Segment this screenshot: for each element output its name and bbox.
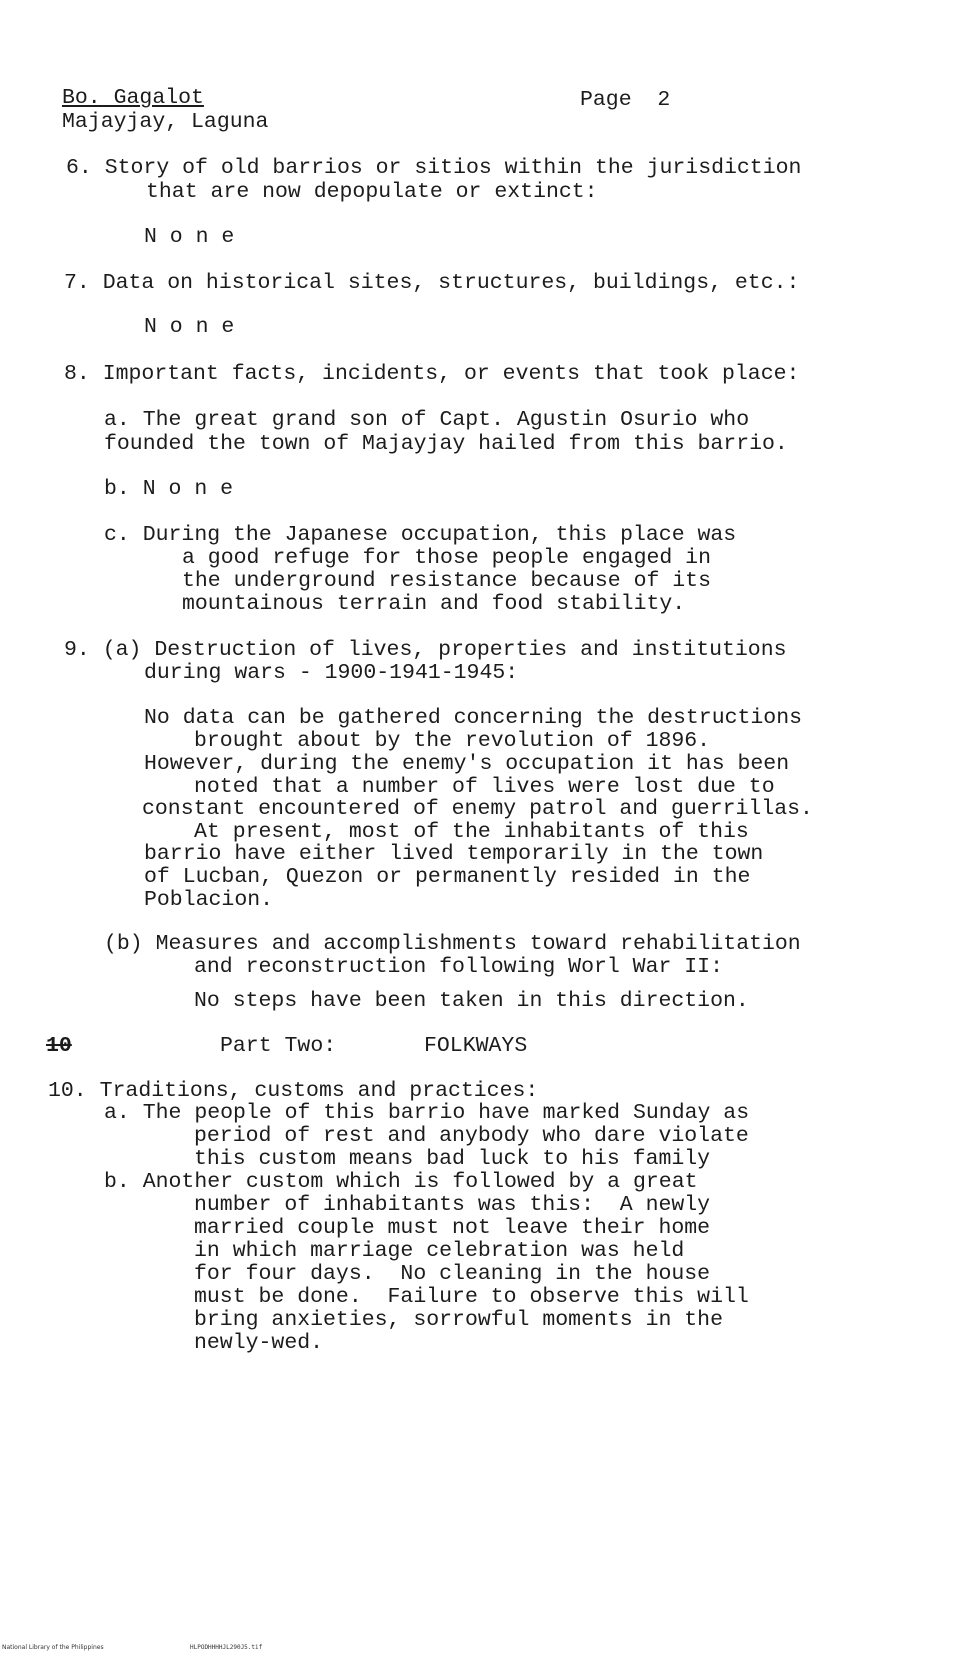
- item-7-line-1: 7. Data on historical sites, structures, buildings, etc.:: [64, 271, 800, 295]
- item-9a-para-line-9: Poblacion.: [144, 888, 274, 912]
- item-10-b-line-3: married couple must not leave their home: [194, 1216, 711, 1240]
- item-10-b-line-1: b. Another custom which is followed by a great: [104, 1170, 698, 1194]
- item-7-answer: N o n e: [144, 315, 235, 339]
- item-9a-para-line-5: constant encountered of enemy patrol and guerrillas.: [142, 797, 813, 821]
- item-10-a-line-2: period of rest and anybody who dare violate: [194, 1124, 749, 1148]
- part-two-label: Part Two:: [220, 1034, 337, 1058]
- item-10-b-line-5: for four days. No cleaning in the house: [194, 1262, 711, 1286]
- item-9a-para-line-4: noted that a number of lives were lost due to: [194, 775, 775, 799]
- item-9b-line-2: and reconstruction following Worl War II:: [194, 955, 723, 979]
- item-9a-para-line-6: At present, most of the inhabitants of this: [194, 820, 749, 844]
- item-9a-para-line-8: of Lucban, Quezon or permanently resided in the: [144, 865, 751, 889]
- item-10-a-line-3: this custom means bad luck to his family: [194, 1147, 711, 1171]
- item-10-a-line-1: a. The people of this barrio have marked Sunday as: [104, 1101, 750, 1125]
- item-10-b-line-7: bring anxieties, sorrowful moments in the: [194, 1308, 723, 1332]
- item-9a-line-1: 9. (a) Destruction of lives, properties and institutions: [64, 638, 787, 662]
- item-8-c-line-3: the underground resistance because of its: [182, 569, 711, 593]
- item-6-line-1: 6. Story of old barrios or sitios within the jurisdiction: [66, 156, 802, 180]
- town-name: Majayjay, Laguna: [62, 110, 269, 134]
- item-9a-para-line-2: brought about by the revolution of 1896.: [194, 729, 711, 753]
- item-10-b-line-8: newly-wed.: [194, 1331, 324, 1355]
- footer-filename: HLPODHHHHJL290J5.tif: [190, 1644, 263, 1651]
- part-two-title: FOLKWAYS: [424, 1034, 528, 1058]
- item-9a-para-line-1: No data can be gathered concerning the destructions: [144, 706, 803, 730]
- item-10-heading: 10. Traditions, customs and practices:: [48, 1079, 539, 1103]
- item-9a-line-2: during wars - 1900-1941-1945:: [144, 661, 519, 685]
- item-8-a-line-1: a. The great grand son of Capt. Agustin Osurio who: [104, 408, 750, 432]
- item-9a-para-line-3: However, during the enemy's occupation it has been: [144, 752, 790, 776]
- item-6-line-2: that are now depopulate or extinct:: [146, 180, 598, 204]
- item-8-a-line-2: founded the town of Majayjay hailed from this barrio.: [104, 432, 788, 456]
- barrio-name: Bo. Gagalot: [62, 86, 204, 110]
- item-8-c-line-4: mountainous terrain and food stability.: [182, 592, 686, 616]
- item-9b-line-1: (b) Measures and accomplishments toward rehabilitation: [104, 932, 801, 956]
- struck-out-number: 10: [46, 1034, 72, 1058]
- item-8-c-line-1: c. During the Japanese occupation, this place was: [104, 523, 737, 547]
- item-8-b: b. N o n e: [104, 477, 234, 501]
- footer-library: National Library of the Philippines: [2, 1644, 104, 1651]
- item-9a-para-line-7: barrio have either lived temporarily in the town: [144, 842, 764, 866]
- item-10-b-line-4: in which marriage celebration was held: [194, 1239, 685, 1263]
- item-10-b-line-2: number of inhabitants was this: A newly: [194, 1193, 711, 1217]
- item-8-c-line-2: a good refuge for those people engaged in: [182, 546, 711, 570]
- item-6-answer: N o n e: [144, 225, 235, 249]
- item-9b-answer: No steps have been taken in this direction.: [194, 989, 749, 1013]
- item-10-b-line-6: must be done. Failure to observe this will: [194, 1285, 749, 1309]
- item-8-line-1: 8. Important facts, incidents, or events that took place:: [64, 362, 800, 386]
- page-number: Page 2: [580, 88, 671, 112]
